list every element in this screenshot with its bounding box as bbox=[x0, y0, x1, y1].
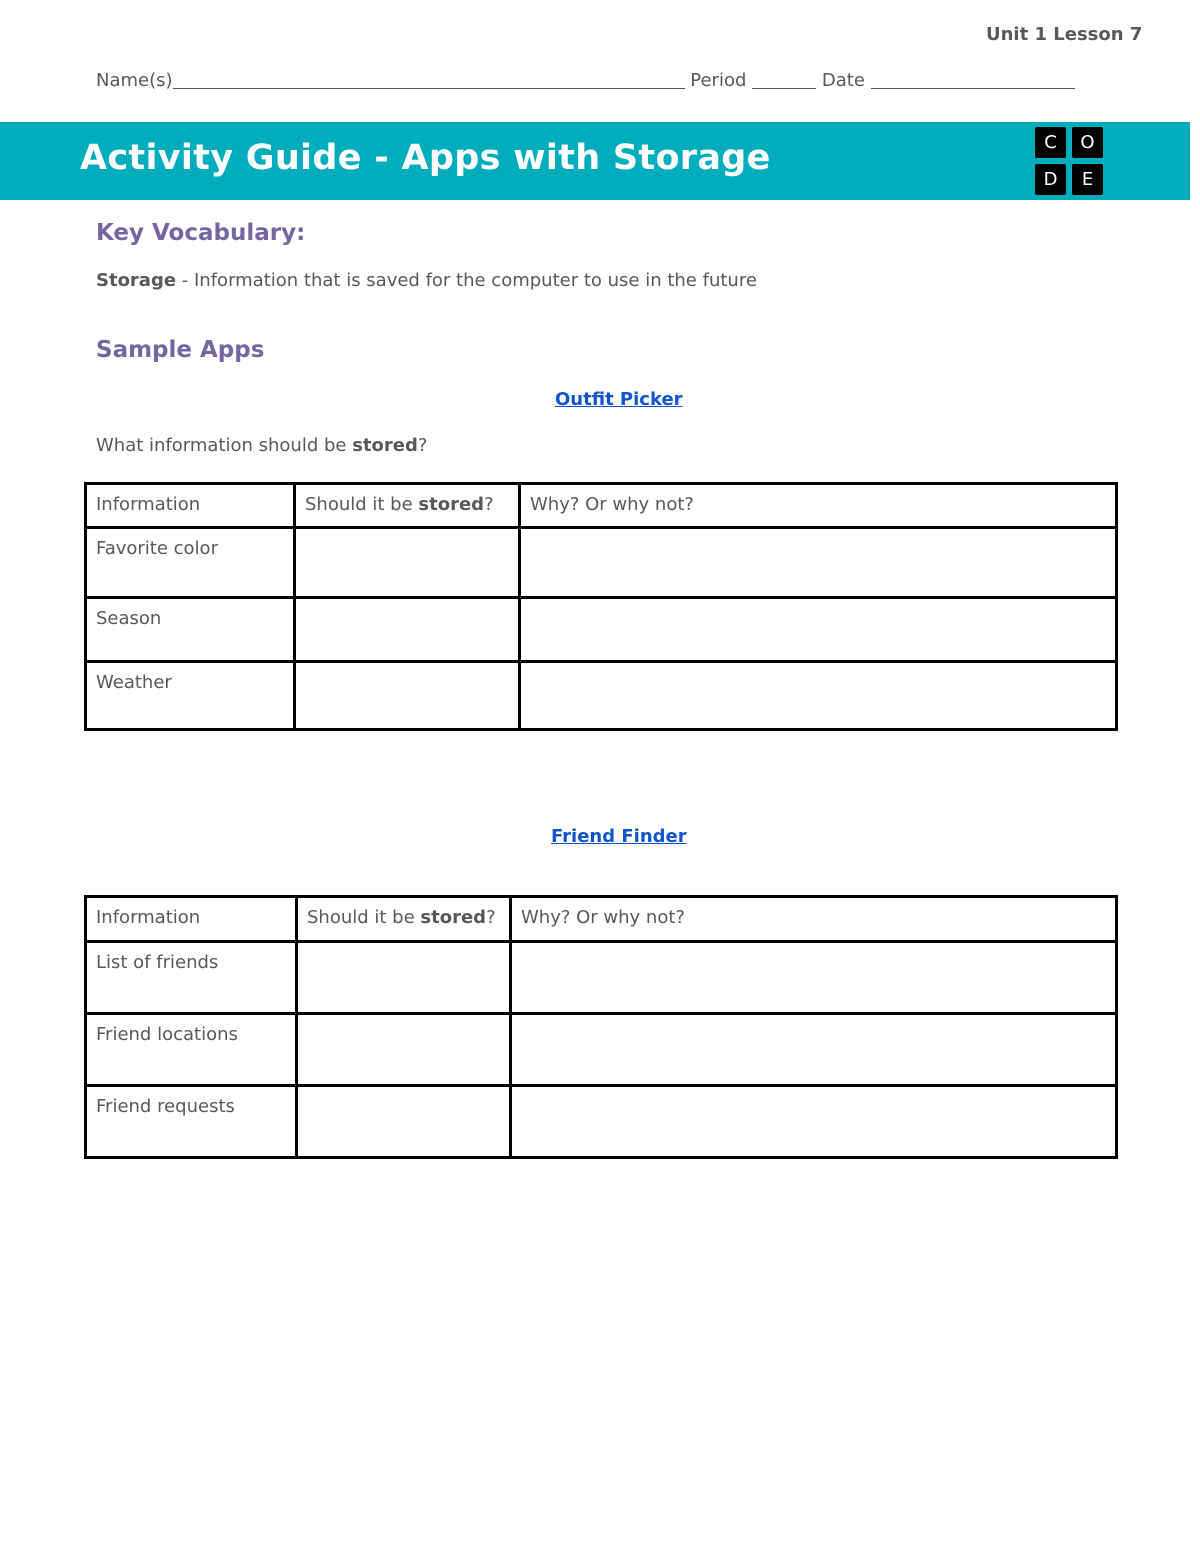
header-should-store-suffix: ? bbox=[486, 907, 496, 928]
should-store-cell[interactable] bbox=[297, 1086, 511, 1158]
friend-finder-link[interactable]: Friend Finder bbox=[551, 826, 687, 847]
table-row bbox=[86, 528, 1117, 598]
header-information: Information bbox=[86, 897, 297, 942]
row-label: Weather bbox=[86, 662, 295, 730]
vocabulary-definition-text: - Information that is saved for the computer to use in the future bbox=[176, 270, 757, 291]
period-blank[interactable] bbox=[752, 70, 816, 89]
page-title: Activity Guide - Apps with Storage bbox=[80, 138, 771, 178]
unit-lesson-label: Unit 1 Lesson 7 bbox=[986, 24, 1143, 45]
row-label: Friend locations bbox=[86, 1014, 297, 1086]
should-store-cell[interactable] bbox=[295, 662, 520, 730]
header-should-store-prefix: Should it be bbox=[305, 494, 419, 515]
name-period-date-line bbox=[96, 70, 1075, 91]
table-row bbox=[86, 598, 1117, 662]
vocabulary-term: Storage bbox=[96, 270, 177, 291]
header-should-store-prefix: Should it be bbox=[307, 907, 421, 928]
logo-letter-c: C bbox=[1035, 127, 1066, 158]
sample-apps-heading: Sample Apps bbox=[96, 337, 265, 363]
question-bold: stored bbox=[352, 435, 418, 456]
why-cell[interactable] bbox=[511, 942, 1117, 1014]
should-store-cell[interactable] bbox=[297, 1014, 511, 1086]
header-should-store-bold: stored bbox=[420, 907, 487, 928]
date-label: Date bbox=[821, 70, 865, 91]
should-store-cell[interactable] bbox=[295, 598, 520, 662]
table-row bbox=[86, 942, 1117, 1014]
header-should-store-suffix: ? bbox=[484, 494, 494, 515]
logo-letter-o: O bbox=[1072, 127, 1103, 158]
header-why: Why? Or why not? bbox=[511, 897, 1117, 942]
should-store-cell[interactable] bbox=[297, 942, 511, 1014]
row-label: Favorite color bbox=[86, 528, 295, 598]
header-why: Why? Or why not? bbox=[520, 484, 1117, 528]
title-banner bbox=[0, 122, 1190, 200]
why-cell[interactable] bbox=[520, 662, 1117, 730]
table-row bbox=[86, 662, 1117, 730]
why-cell[interactable] bbox=[520, 528, 1117, 598]
period-label: Period bbox=[690, 70, 747, 91]
why-cell[interactable] bbox=[511, 1014, 1117, 1086]
header-should-store bbox=[295, 484, 520, 528]
row-label: Friend requests bbox=[86, 1086, 297, 1158]
code-logo bbox=[1035, 127, 1105, 197]
row-label: List of friends bbox=[86, 942, 297, 1014]
table-header-row bbox=[86, 897, 1117, 942]
name-blank[interactable] bbox=[173, 70, 685, 89]
header-information: Information bbox=[86, 484, 295, 528]
why-cell[interactable] bbox=[511, 1086, 1117, 1158]
question-suffix: ? bbox=[417, 435, 428, 456]
table-row bbox=[86, 1014, 1117, 1086]
table-row bbox=[86, 1086, 1117, 1158]
header-should-store bbox=[297, 897, 511, 942]
should-store-cell[interactable] bbox=[295, 528, 520, 598]
vocabulary-definition bbox=[96, 270, 757, 291]
outfit-picker-table bbox=[84, 482, 1118, 731]
outfit-picker-link[interactable]: Outfit Picker bbox=[555, 389, 683, 410]
header-should-store-bold: stored bbox=[418, 494, 485, 515]
why-cell[interactable] bbox=[520, 598, 1117, 662]
row-label: Season bbox=[86, 598, 295, 662]
storage-question bbox=[96, 435, 427, 456]
question-prefix: What information should be bbox=[96, 435, 353, 456]
logo-letter-d: D bbox=[1035, 164, 1066, 195]
date-blank[interactable] bbox=[871, 70, 1075, 89]
friend-finder-table bbox=[84, 895, 1118, 1159]
key-vocabulary-heading: Key Vocabulary: bbox=[96, 220, 306, 246]
name-label: Name(s) bbox=[96, 70, 173, 91]
logo-letter-e: E bbox=[1072, 164, 1103, 195]
table-header-row bbox=[86, 484, 1117, 528]
